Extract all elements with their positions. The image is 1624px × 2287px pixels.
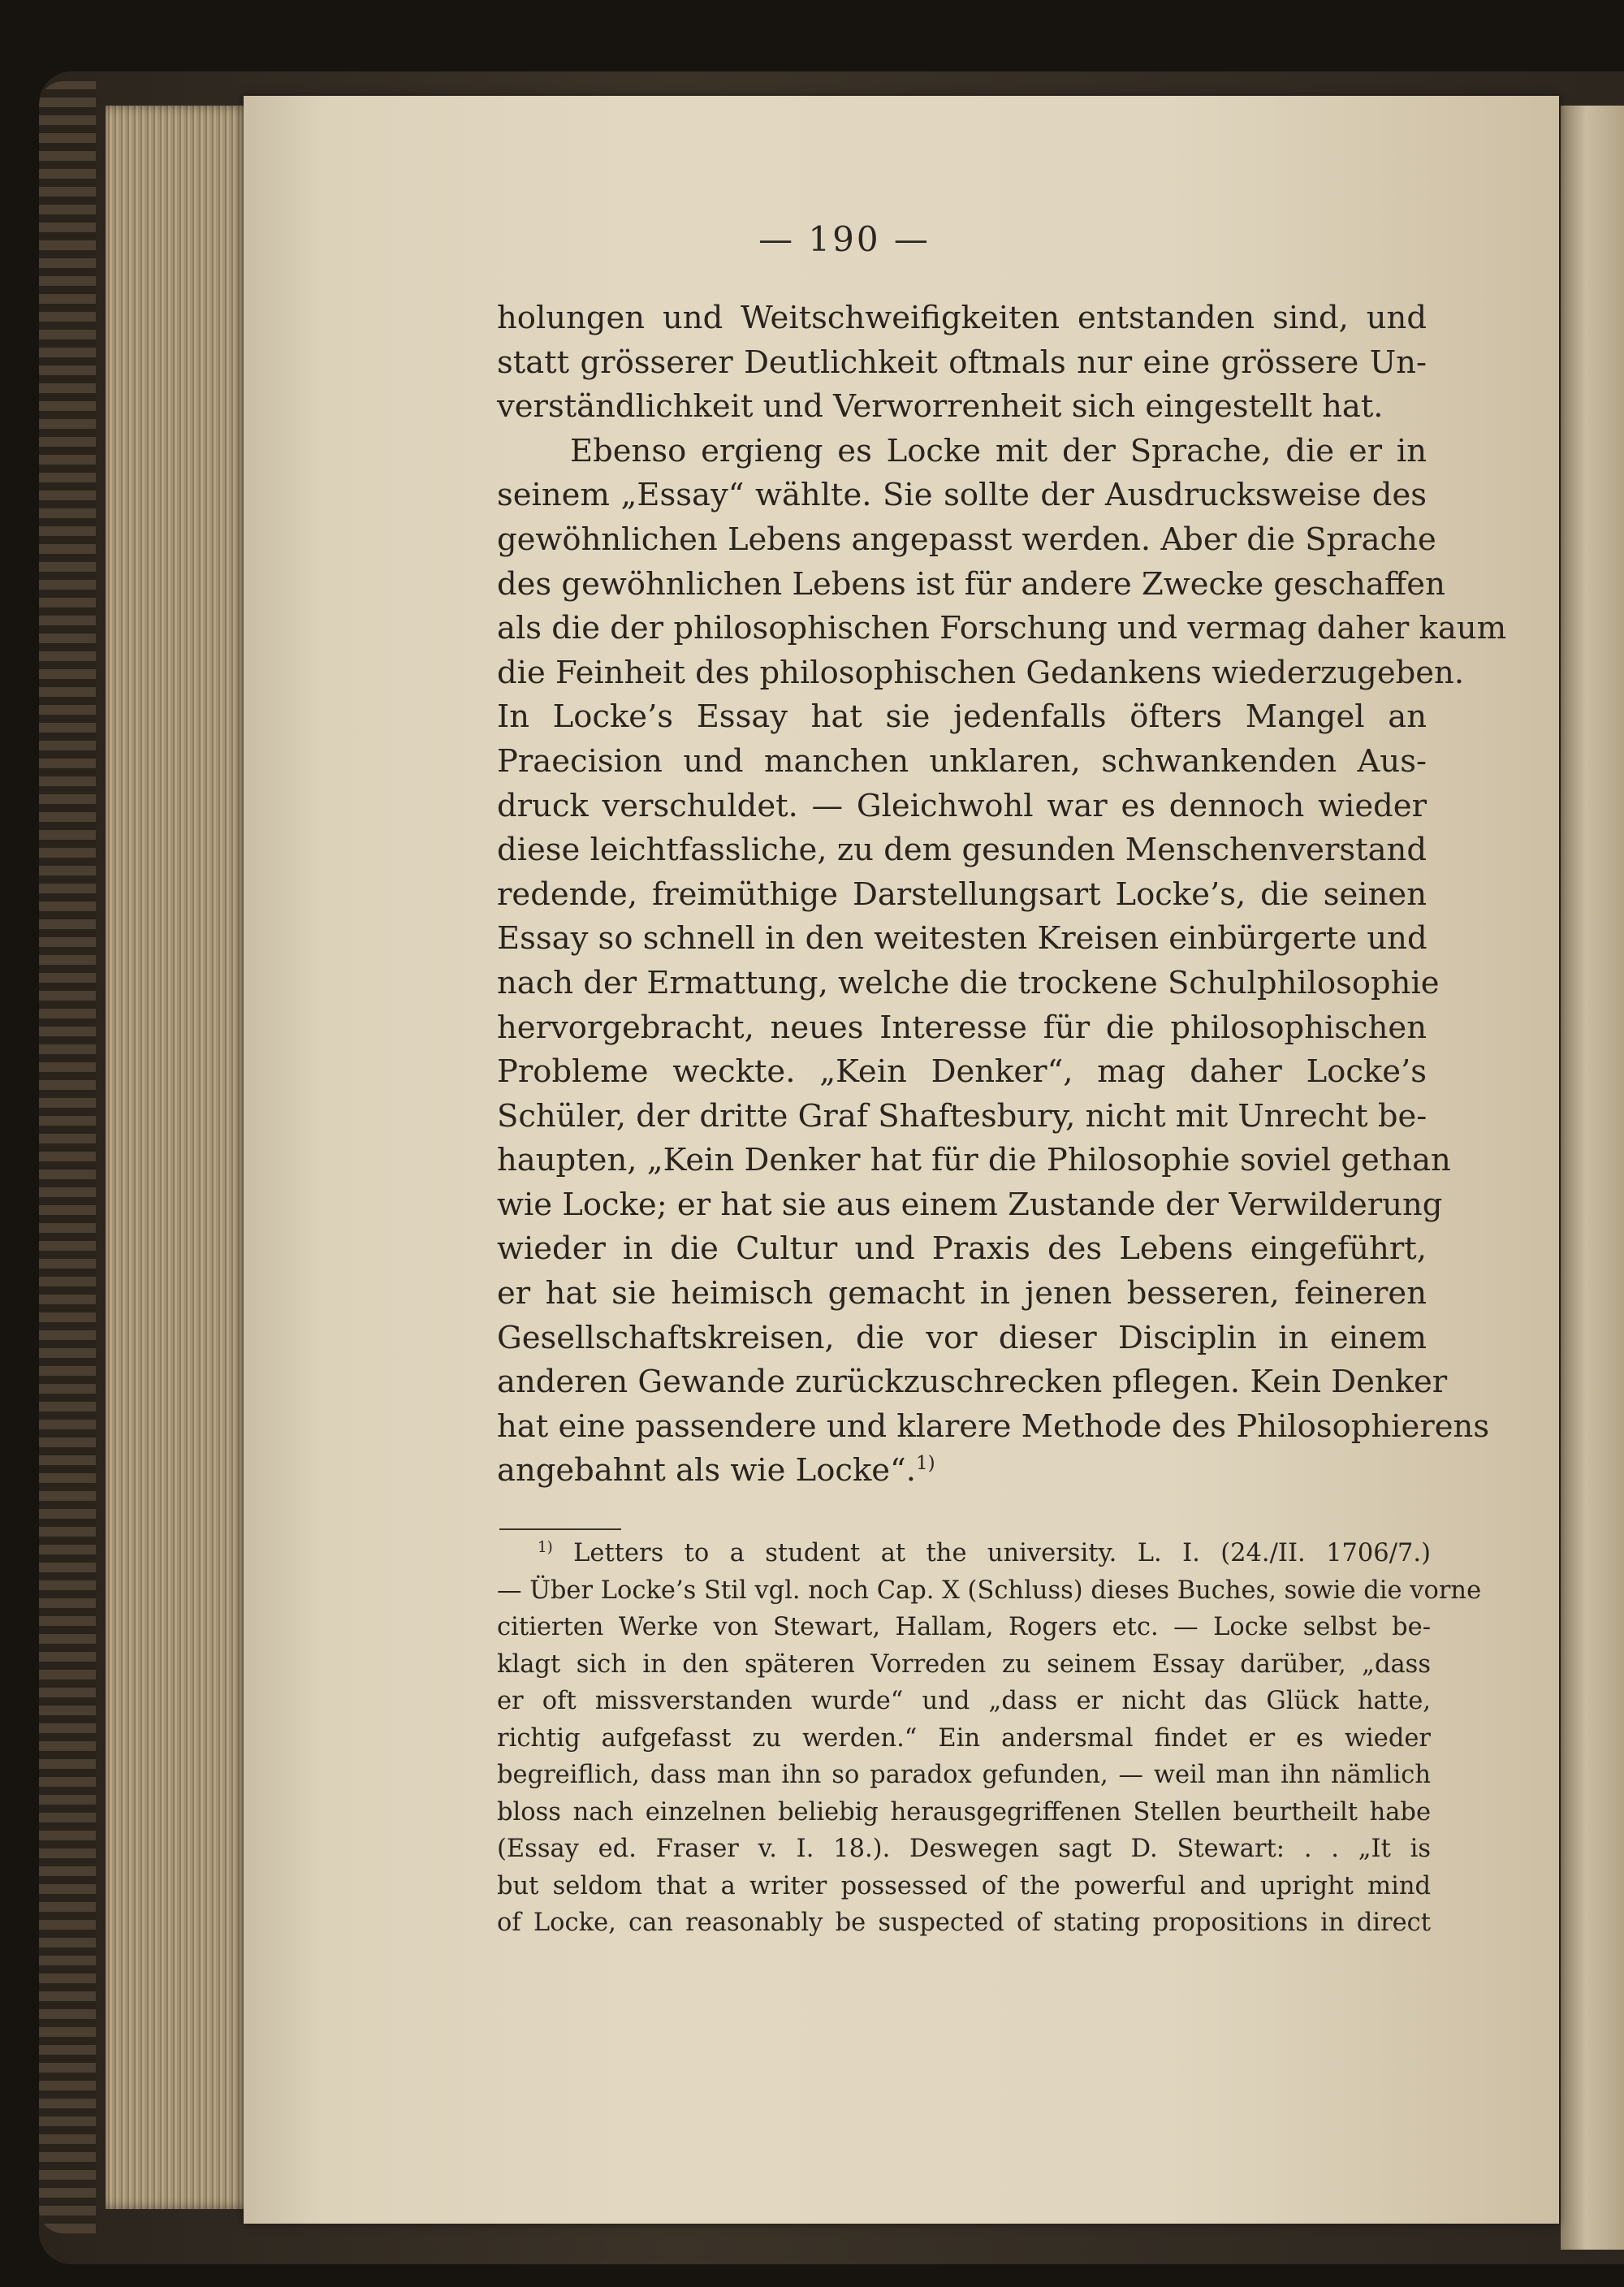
footnote-reference: 1) (915, 1453, 935, 1475)
text-line: wie Locke; er hat sie aus einem Zustande der Verwilderung (497, 1186, 1443, 1223)
footnote-rule (499, 1528, 621, 1530)
text-line: seinem „Essay“ wählte. Sie sollte der Ausdrucksweise des (497, 477, 1427, 514)
text-line: holungen und Weitschweifigkeiten entstanden sind, und (497, 300, 1427, 336)
text-line: In Locke’s Essay hat sie jedenfalls öfters Mangel an (497, 698, 1427, 736)
text-line: Schüler, der dritte Graf Shaftesbury, nicht mit Unrecht be- (497, 1097, 1427, 1135)
text-line: hervorgebracht, neues Interesse für die philosophischen (497, 1009, 1427, 1046)
footnote-line: (Essay ed. Fraser v. I. 18.). Deswegen sagt D. Stewart: . . „It is (497, 1835, 1431, 1863)
text-line-final (497, 1449, 1427, 1494)
text-line: diese leichtfassliche, zu dem gesunden Menschenverstand (497, 832, 1427, 869)
text-line: hat eine passendere und klarere Methode des Philosophierens (497, 1407, 1490, 1445)
text-line: statt grösserer Deutlichkeit oftmals nur eine grössere Un- (497, 344, 1427, 381)
footnote-marker: 1) (538, 1538, 553, 1556)
footnote-line-text: Letters to a student at the university. L. I. (24./II. 1706/7.) (573, 1539, 1431, 1567)
text-line: Essay so schnell in den weitesten Kreisen einbürgerte und (497, 920, 1427, 958)
text-line: wieder in die Cultur und Praxis des Lebens eingeführt, (497, 1230, 1427, 1268)
text-line: Praecision und manchen unklaren, schwankenden Aus- (497, 742, 1427, 780)
final-line-text: angebahnt als wie Locke“. (497, 1452, 916, 1489)
book-spine-cloth (39, 81, 96, 2233)
text-line: haupten, „Kein Denker hat für die Philosophie soviel gethan (497, 1142, 1451, 1179)
text-line: nach der Ermattung, welche die trockene Schulphilosophie (497, 964, 1440, 1001)
text-line: Ebenso ergieng es Locke mit der Sprache, die er in (570, 432, 1427, 469)
text-line: Gesellschaftskreisen, die vor dieser Disciplin in einem (497, 1319, 1427, 1356)
text-line: anderen Gewande zurückzuschrecken pflegen. Kein Denker (497, 1364, 1448, 1401)
text-line: die Feinheit des philosophischen Gedankens wiederzugeben. (497, 654, 1465, 691)
footnote-block (497, 1535, 1482, 1942)
text-line: als die der philosophischen Forschung und vermag daher kaum (497, 610, 1507, 647)
text-line: verständlichkeit und Verworrenheit sich eingestellt hat. (497, 388, 1384, 426)
footnote-line: of Locke, can reasonably be suspected of stating propositions in direct (497, 1909, 1431, 1937)
footnote-line: citierten Werke von Stewart, Hallam, Rogers etc. — Locke selbst be- (497, 1613, 1431, 1641)
text-line: er hat sie heimisch gemacht in jenen besseren, feineren (497, 1275, 1427, 1312)
footnote-line: begreiflich, dass man ihn so paradox gefunden, — weil man ihn nämlich (497, 1761, 1431, 1789)
footnote-line: klagt sich in den späteren Vorreden zu seinem Essay darüber, „dass (497, 1649, 1431, 1679)
main-text-block (497, 296, 1507, 1494)
footnote-line: richtig aufgefasst zu werden.“ Ein andersmal findet er es wieder (497, 1723, 1431, 1753)
footnote-line: bloss nach einzelnen beliebig herausgegriffenen Stellen beurtheilt habe (497, 1797, 1431, 1827)
text-line: gewöhnlichen Lebens angepasst werden. Aber die Sprache (497, 521, 1436, 558)
page-edges (106, 106, 252, 2209)
footnote-line: er oft missverstanden wurde“ und „dass er nicht das Glück hatte, (497, 1687, 1431, 1715)
facing-page-edge (1561, 106, 1624, 2250)
text-line: des gewöhnlichen Lebens ist für andere Zwecke geschaffen (497, 565, 1445, 603)
footnote-line: but seldom that a writer possessed of the powerful and upright mind (497, 1871, 1431, 1900)
footnote-line (497, 1535, 1431, 1572)
footnote-line: — Über Locke’s Stil vgl. noch Cap. X (Schluss) dieses Buches, sowie die vorne (497, 1576, 1482, 1605)
text-line: druck verschuldet. — Gleichwohl war es dennoch wieder (497, 787, 1427, 824)
text-line: redende, freimüthige Darstellungsart Locke’s, die seinen (497, 875, 1427, 913)
page-number: — 190 — (758, 219, 931, 259)
text-line: Probleme weckte. „Kein Denker“, mag daher Locke’s (497, 1053, 1427, 1091)
